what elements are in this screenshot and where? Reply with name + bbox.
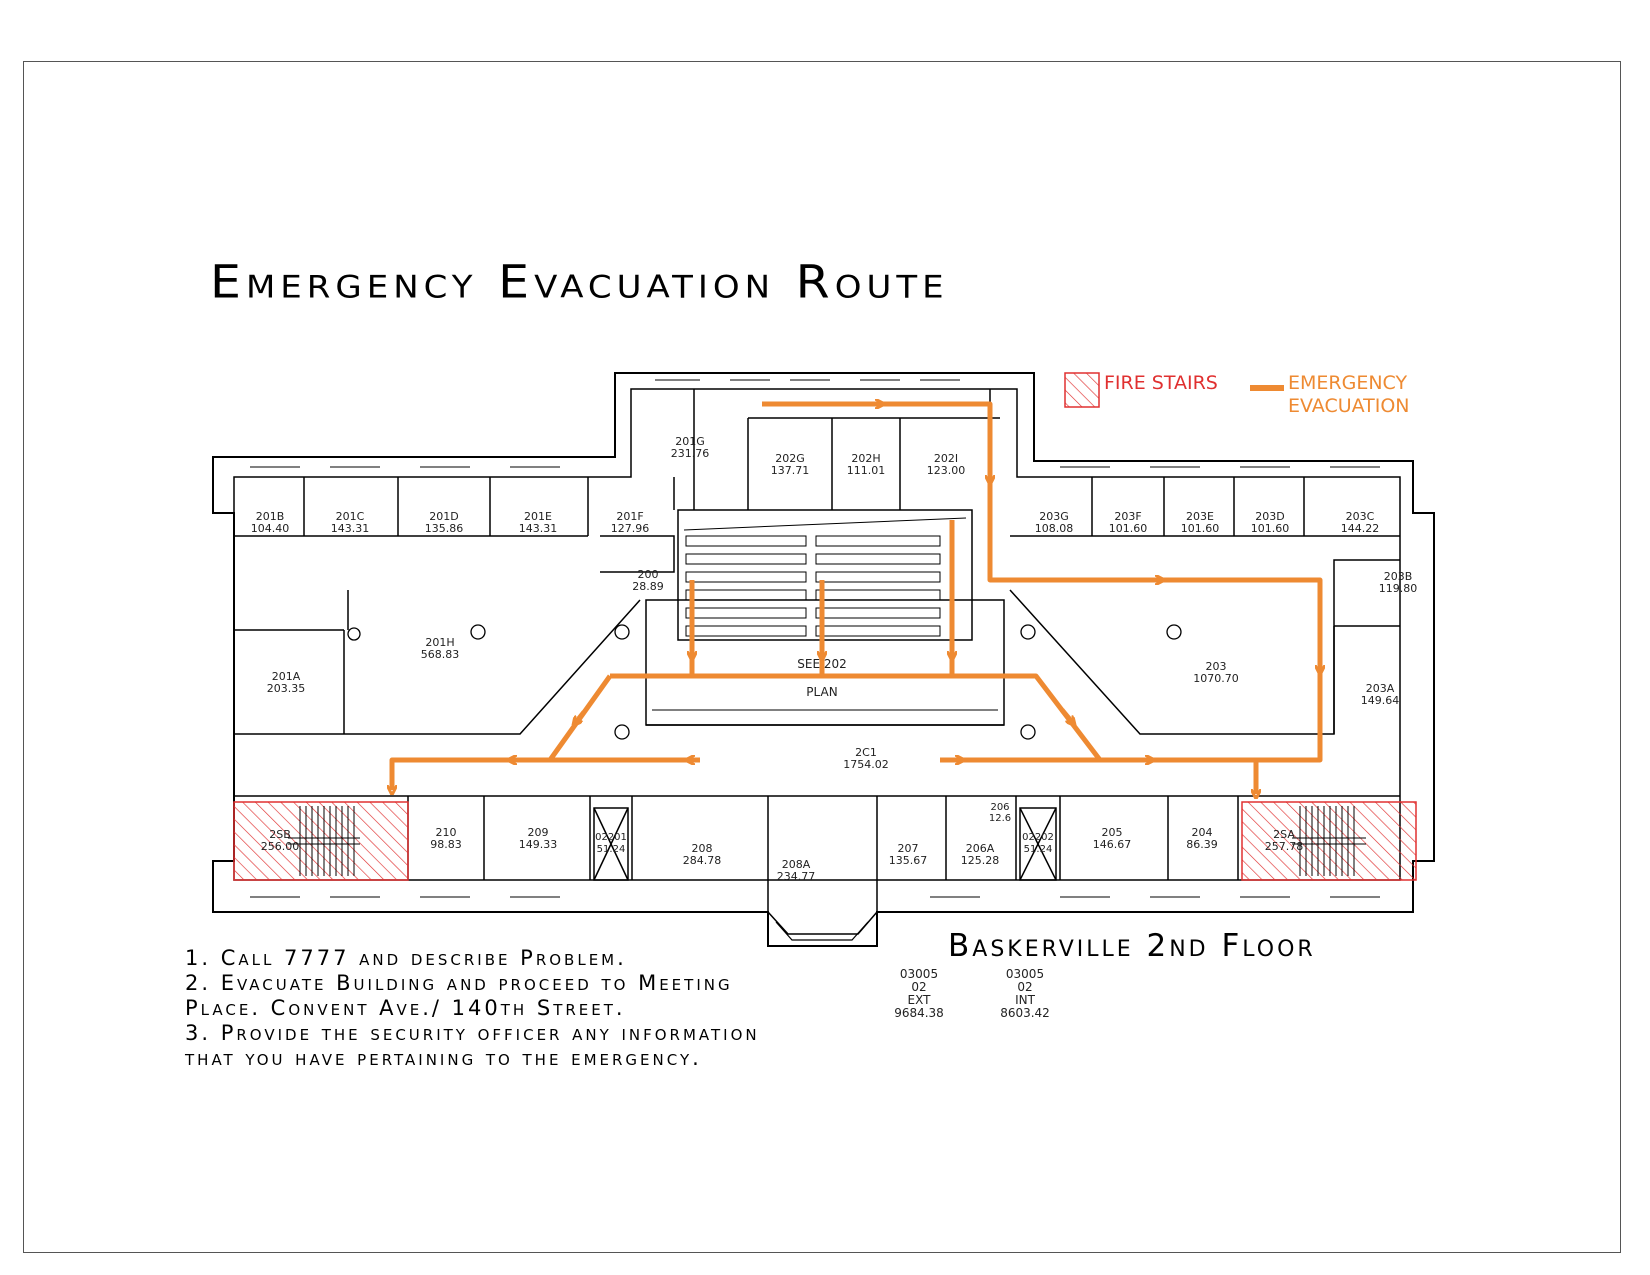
room-208: 208 284.78 xyxy=(682,842,722,867)
fire-stairs-swatch xyxy=(1065,373,1099,407)
legend-evacuation-line1: EMERGENCY xyxy=(1288,372,1408,394)
room-203g: 203G 108.08 xyxy=(1034,510,1074,535)
room-02202: 02202 51.24 xyxy=(1022,832,1054,855)
legend-fire-stairs: FIRE STAIRS xyxy=(1104,372,1218,394)
room-207: 207 135.67 xyxy=(888,842,928,867)
legend-evacuation-line2: EVACUATION xyxy=(1288,395,1410,417)
room-203b: 203B 119.80 xyxy=(1378,570,1418,595)
room-206: 206 12.6 xyxy=(988,802,1012,824)
room-201a: 201A 203.35 xyxy=(266,670,306,695)
room-205: 205 146.67 xyxy=(1092,826,1132,851)
page-title: Emergency Evacuation Route xyxy=(210,256,949,309)
instruction-line-3: Place. Convent Ave./ 140th Street. xyxy=(185,996,626,1020)
room-203d: 203D 101.60 xyxy=(1250,510,1290,535)
room-206a: 206A 125.28 xyxy=(960,842,1000,867)
area-code-int: 03005 02 INT 8603.42 xyxy=(1000,967,1050,1020)
room-209: 209 149.33 xyxy=(518,826,558,851)
room-201e: 201E 143.31 xyxy=(518,510,558,535)
room-203c: 203C 144.22 xyxy=(1340,510,1380,535)
room-201b: 201B 104.40 xyxy=(250,510,290,535)
room-201h: 201H 568.83 xyxy=(420,636,460,661)
interior-walls xyxy=(234,389,1400,912)
room-201c: 201C 143.31 xyxy=(330,510,370,535)
room-2c1: 2C1 1754.02 xyxy=(843,746,889,771)
room-203a: 203A 149.64 xyxy=(1360,682,1400,707)
floor-title: Baskerville 2nd Floor xyxy=(948,928,1316,964)
legend-evacuation xyxy=(1288,372,1410,418)
room-2sa: 2SA 257.78 xyxy=(1264,828,1304,853)
instructions xyxy=(185,946,760,1071)
room-202i: 202I 123.00 xyxy=(926,452,966,477)
instruction-line-5: that you have pertaining to the emergency. xyxy=(185,1046,702,1070)
room-201g: 201G 231.76 xyxy=(670,435,710,460)
room-201d: 201D 135.86 xyxy=(424,510,464,535)
instruction-line-4: 3. Provide the security officer any information xyxy=(185,1021,760,1045)
room-2sb: 2SB 256.00 xyxy=(260,828,300,853)
instruction-line-1: 1. Call 7777 and describe Problem. xyxy=(185,946,627,970)
room-202h: 202H 111.01 xyxy=(846,452,886,477)
room-204: 204 86.39 xyxy=(1186,826,1218,851)
room-200: 200 28.89 xyxy=(632,568,664,593)
room-203f: 203F 101.60 xyxy=(1108,510,1148,535)
room-208a: 208A 234.77 xyxy=(776,858,816,883)
room-202g: 202G 137.71 xyxy=(770,452,810,477)
room-202-plan-note: SEE 202 PLAN xyxy=(797,657,847,699)
room-210: 210 98.83 xyxy=(430,826,462,851)
instruction-line-2: 2. Evacuate Building and proceed to Meeting xyxy=(185,971,733,995)
lecture-seating xyxy=(652,518,998,710)
area-code-ext: 03005 02 EXT 9684.38 xyxy=(894,967,944,1020)
room-201f: 201F 127.96 xyxy=(610,510,650,535)
room-203e: 203E 101.60 xyxy=(1180,510,1220,535)
room-02201: 02201 51.24 xyxy=(595,832,627,855)
room-203: 203 1070.70 xyxy=(1193,660,1239,685)
